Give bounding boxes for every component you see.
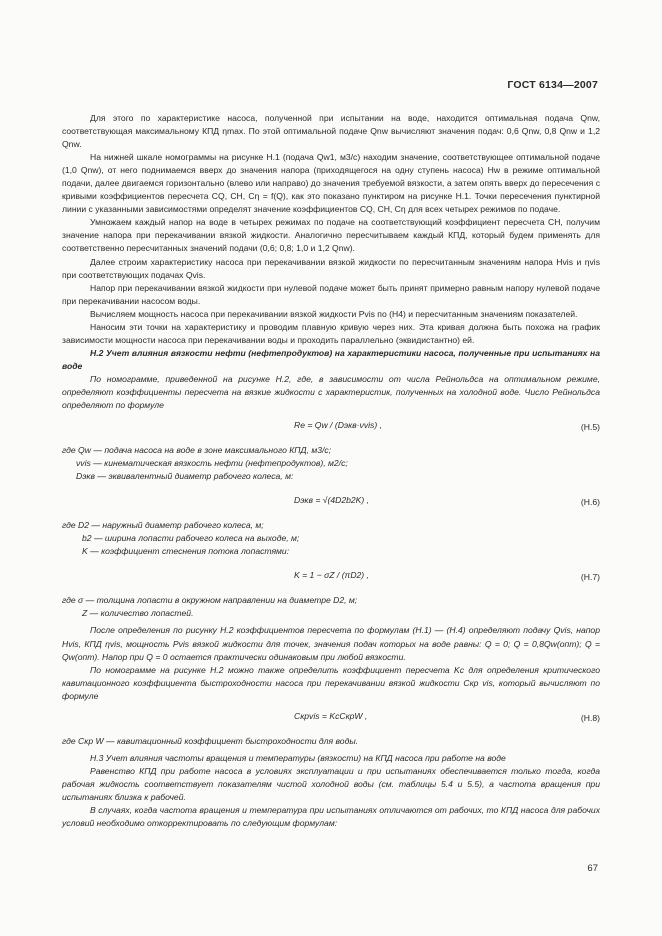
definition-line: где σ — толщина лопасти в окружном направлении на диаметре D2, м; [62, 595, 358, 606]
formula-number: (Н.7) [580, 572, 600, 583]
formula-h6 [62, 487, 600, 517]
formula-expression: K = 1 − σZ / (πD2) , [294, 570, 369, 581]
paragraph: Далее строим характеристику насоса при перекачивании вязкой жидкости по пересчитанным значениям напора Hvis и ηvis при соответствующих подачах Qvis. [62, 256, 600, 280]
formula-h8 [62, 703, 600, 733]
section-heading-h3: Н.3 Учет влияния частоты вращения и температуры (вязкости) на КПД насоса при работе на воде [90, 752, 506, 763]
paragraph: По номограмме, приведенной на рисунке Н.2, где, в зависимости от числа Рейнольдса на оптимальном режиме, определяют коэффициенты пересчета на вязкие жидкости с характеристик, полученных на холодной воде. Число Рейнольдса определяют по формуле [62, 373, 600, 411]
paragraph: После определения по рисунку Н.2 коэффициентов пересчета по формулам (Н.1) — (Н.4) определяют подачу Qvis, напор Hvis, КПД ηvis, мощность Pvis вязкой жидкости для точек, значения подач которых на воде равны: Q = 0; Q = 0,8Qw(опт); Q = Qw(опт). Напор при Q = 0 остается практически одинаковым при любой вязкости. [62, 625, 600, 662]
definition-line: b2 — ширина лопасти рабочего колеса на выходе, м; [82, 533, 300, 544]
paragraph: Умножаем каждый напор на воде в четырех режимах по подаче на соответствующий коэффициент пересчета CH, получим значение напора при перекачивании вязкой жидкости. Аналогично пересчитываем каждый КПД, который будем применять для соответственно пересчитанных значений подачи (0,6; 0,8; 1,0 и 1,2 Qnw). [62, 217, 600, 254]
paragraph: По номограмме на рисунке Н.2 можно также определить коэффициент пересчета Kc для определения критического кавитационного коэффициента быстроходности насоса при перекачивании вязкой жидкости Cкр vis, который вычисляют по формуле [62, 664, 600, 701]
formula-number: (Н.5) [580, 422, 600, 433]
standard-header: ГОСТ 6134—2007 [507, 79, 598, 91]
formula-number: (Н.6) [580, 497, 600, 508]
paragraph: Для этого по характеристике насоса, полученной при испытании на воде, находится оптимальная подача Qnw, соответствующая максимальному КПД ηmax. По этой оптимальной подаче Qnw вычисляют значения подач: 0,6 Qnw, 0,8 Qnw и 1,2 Qnw. [62, 113, 600, 150]
definition-line: Dэкв — эквивалентный диаметр рабочего колеса, м: [76, 471, 294, 482]
section-heading-h2: Н.2 Учет влияния вязкости нефти (нефтепродуктов) на характеристики насоса, полученные при испытаниях на воде [62, 347, 600, 371]
page-content [62, 112, 600, 830]
formula-expression: Dэкв = √(4D2b2K) , [294, 495, 370, 506]
definition-line: где D2 — наружный диаметр рабочего колеса, м; [62, 520, 264, 531]
formula-expression: Re = Qw / (Dэкв·νvis) , [294, 420, 382, 431]
definition-line: K — коэффициент стеснения потока лопастями: [82, 546, 290, 557]
definitions-h8 [62, 735, 600, 748]
formula-h7 [62, 562, 600, 592]
definitions-h5 [62, 444, 600, 483]
paragraph: На нижней шкале номограммы на рисунке Н.1 (подача Qw1, м3/с) находим значение, соответствующее оптимальной подаче (1,0 Qnw), от него поднимаемся вверх до значения напора (приходящегося на одну ступень насоса) Hw в режиме оптимальной подачи, далее двигаемся горизонтально (влево или направо) до значения требуемой вязкости, а затем опять вверх до пересечения с кривыми коэффициентов пересчета CQ, CH, Cη = f(Q), как это показано пунктиром на рисунке Н.1. Точки пересечения пунктирной линии с указанными зависимостями определят значение коэффициентов CQ, CH, Cη для всех четырех режимов по подаче. [62, 152, 600, 215]
paragraph: Наносим эти точки на характеристику и проводим плавную кривую через них. Эта кривая должна быть похожа на график зависимости мощности насоса при перекачивании воды и проходить параллельно (эквидистантно) ей. [62, 321, 600, 345]
paragraph: Напор при перекачивании вязкой жидкости при нулевой подаче может быть принят примерно равным напору нулевой подаче при перекачивании насосом воды. [62, 282, 600, 306]
formula-expression: Cкрvis = KcCкрW , [294, 710, 368, 721]
page-number: 67 [587, 863, 598, 874]
paragraph: Вычисляем мощность насоса при перекачивании вязкой жидкости Pvis по (Н4) и пересчитанным значениям показателей. [90, 308, 578, 319]
paragraph: В случаях, когда частота вращения и температура при испытаниях отличаются от рабочих, то КПД насоса для рабочих условий необходимо откорректировать по следующим формулам: [62, 804, 600, 829]
paragraph: Равенство КПД при работе насоса в условиях эксплуатации и при испытаниях обеспечивается только тогда, когда рабочая жидкость соответствует показателям чистой холодной воды (см. таблицы 5.4 и 5.5), а частота вращения при испытаниях близка к рабочей. [62, 765, 600, 802]
formula-h5 [62, 412, 600, 442]
definition-line: где Qw — подача насоса на воде в зоне максимального КПД, м3/с; [62, 445, 332, 456]
definition-line: Z — количество лопастей. [82, 608, 194, 619]
definitions-h6 [62, 519, 600, 558]
definition-line: где Cкр W — кавитационный коэффициент быстроходности для воды. [62, 735, 359, 746]
definition-line: νvis — кинематическая вязкость нефти (нефтепродуктов), м2/с; [76, 458, 348, 469]
formula-number: (Н.8) [580, 712, 600, 723]
definitions-h7 [62, 594, 600, 620]
